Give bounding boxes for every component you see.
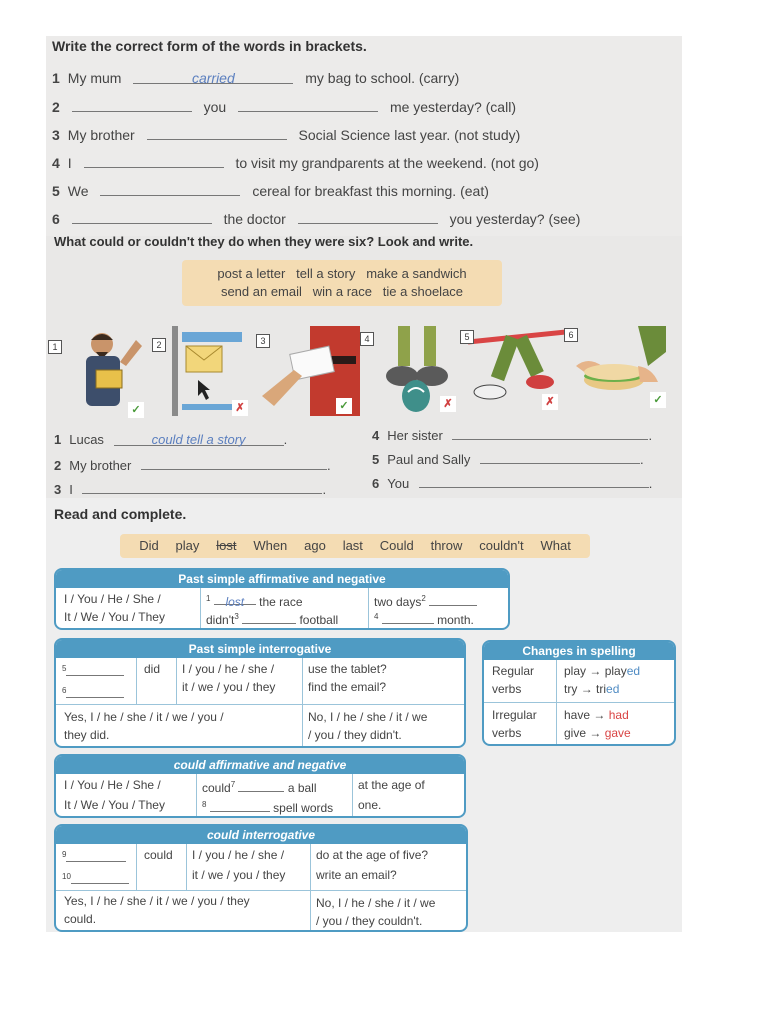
ex2-answer-2[interactable] [141, 456, 327, 470]
table-past-simple-interrogative: Past simple interrogative $^5$ $^6$ did I / you / he / she / it / we / you / they use the tablet? find the email? Yes, I / he / she / it / we / you / they did. No, I / he / she / it / we / you / they didn't. [54, 638, 466, 748]
ex2-sentence-4: 4 Her sister . [372, 428, 653, 443]
exercise-2-heading: What could or couldn't they do when they were six? Look and write. [54, 234, 474, 249]
ex1-item-2: 2 you me yesterday? (call) [52, 99, 516, 115]
word-box-verbs: Did play lost When ago last Could throw couldn't What [120, 534, 590, 558]
exercise-3 [46, 498, 682, 932]
table-title: Past simple interrogative [56, 640, 464, 658]
table-title: could interrogative [56, 826, 466, 844]
answer-9-blank[interactable] [66, 850, 126, 862]
worksheet-page [46, 36, 682, 932]
check-mark-icon: ✓ [336, 398, 352, 414]
picture-label-1: 1 [48, 340, 62, 354]
ex1-answer-4[interactable] [84, 154, 224, 168]
ex2-sentence-1: 1 Lucas could tell a story . [54, 432, 288, 447]
ex2-sentence-3: 3 I . [54, 482, 327, 497]
table-title: Changes in spelling [484, 642, 674, 660]
ex2-answer-5[interactable] [480, 450, 640, 464]
ex2-sentence-6: 6 You . [372, 476, 653, 491]
cross-mark-icon: ✗ [542, 394, 558, 410]
picture-label-5: 5 [460, 330, 474, 344]
answer-3-blank[interactable] [242, 612, 296, 624]
ex1-answer-6a[interactable] [72, 210, 212, 224]
picture-label-3: 3 [256, 334, 270, 348]
ex1-answer-1[interactable]: carried [133, 70, 293, 84]
ex2-answer-4[interactable] [452, 426, 648, 440]
ex1-item-1: 1 My mum carried my bag to school. (carry) [52, 70, 460, 86]
ex2-answer-6[interactable] [419, 474, 649, 488]
answer-4-blank[interactable] [382, 612, 434, 624]
ex1-item-4: 4 I to visit my grandparents at the weekend. (not go) [52, 155, 539, 171]
ex2-sentence-2: 2 My brother . [54, 458, 331, 473]
check-mark-icon: ✓ [128, 402, 144, 418]
ex2-answer-1[interactable]: could tell a story [114, 432, 284, 446]
answer-6-blank[interactable] [66, 686, 124, 698]
word-box-phrases: post a letter tell a story make a sandwich send an email win a race tie a shoelace [182, 260, 502, 306]
check-mark-icon: ✓ [650, 392, 666, 408]
ex1-answer-2a[interactable] [72, 98, 192, 112]
table-changes-in-spelling: Changes in spelling Regular verbs play → played try → tried Irregular verbs have → had give → gave [482, 640, 676, 746]
table-could-affirmative-negative: could affirmative and negative I / You / He / She / It / We / You / They could$^7$ a ball $^8$ spell words at the age of one. [54, 754, 466, 818]
picture-label-4: 4 [360, 332, 374, 346]
answer-5-blank[interactable] [66, 664, 124, 676]
answer-7-blank[interactable] [238, 780, 284, 792]
table-could-interrogative: could interrogative $^9$ $^{10}$ could I / you / he / she / it / we / you / they do at the age of five? write an email? Yes, I / he / she / it / we / you / they could. No, I / he / she / it / we / you / they couldn't. [54, 824, 468, 932]
answer-8-blank[interactable] [210, 800, 270, 812]
ex1-item-6: 6 the doctor you yesterday? (see) [52, 211, 581, 227]
picture-label-6: 6 [564, 328, 578, 342]
table-past-simple-affirmative-negative: Past simple affirmative and negative I / You / He / She / It / We / You / They $^1$ lost the race $didn't^3$ football two days$^2$ $^4$ month. [54, 568, 510, 630]
table-title: Past simple affirmative and negative [56, 570, 508, 588]
cross-mark-icon: ✗ [440, 396, 456, 412]
exercise-1 [46, 36, 682, 236]
exercise-1-heading: Write the correct form of the words in brackets. [52, 38, 367, 54]
table-title: could affirmative and negative [56, 756, 464, 774]
ex1-item-3: 3 My brother Social Science last year. (not study) [52, 127, 521, 143]
ex1-item-5: 5 We cereal for breakfast this morning. (eat) [52, 183, 489, 199]
picture-label-2: 2 [152, 338, 166, 352]
answer-1-blank[interactable]: lost [214, 593, 256, 605]
ex1-answer-2b[interactable] [238, 98, 378, 112]
ex1-answer-5[interactable] [100, 182, 240, 196]
answer-10-blank[interactable] [71, 872, 129, 884]
exercise-3-heading: Read and complete. [54, 506, 187, 522]
ex1-answer-6b[interactable] [298, 210, 438, 224]
ex1-answer-3[interactable] [147, 126, 287, 140]
ex2-sentence-5: 5 Paul and Sally . [372, 452, 644, 467]
ex2-answer-3[interactable] [82, 480, 322, 494]
cross-mark-icon: ✗ [232, 400, 248, 416]
answer-2-blank[interactable] [429, 594, 477, 606]
